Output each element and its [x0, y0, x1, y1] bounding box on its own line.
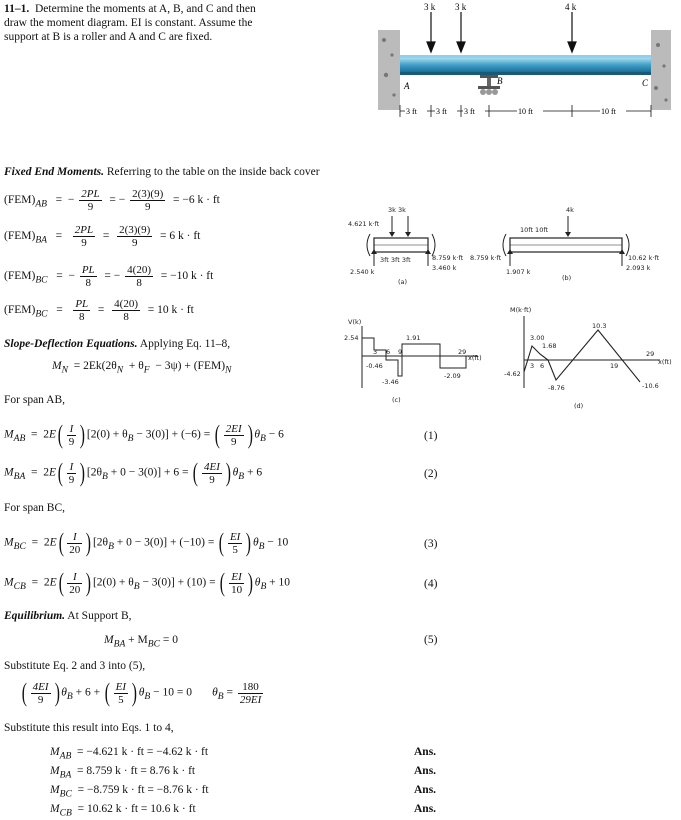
sym-sub: N: [225, 364, 232, 376]
fraction: [79, 188, 101, 213]
tick-label: 6: [386, 348, 391, 356]
sym-sub: B: [127, 432, 134, 444]
fem-lhs: (FEM): [4, 304, 36, 317]
sym-sub: B: [238, 470, 245, 482]
moment-diagram-sketch: [500, 302, 678, 414]
sym: M: [50, 746, 60, 758]
problem-line: Determine the moments at A, B, and C and then: [35, 3, 256, 15]
frac-num: 4(20): [127, 264, 151, 276]
solve-eq: ( $\frac{4EI}{9}$ ) $\theta_B + 6$ + ( $\frac{EI}{5}$ ) $\theta_B - 10 = 0$ $\theta_B$ = $\frac{180}{29EI}$: [21, 678, 262, 707]
fem-lhs: (FEM): [4, 230, 36, 243]
sym: M: [4, 466, 14, 479]
span-bc-label: For span BC,: [4, 502, 66, 514]
fem-lhs: (FEM): [4, 194, 36, 207]
sym-sub: B: [260, 580, 267, 592]
ans-label: Ans.: [414, 746, 437, 758]
fem-sub: BC: [35, 274, 48, 286]
span-label: 3 ft: [464, 107, 475, 116]
span-label: 10 ft: [601, 107, 616, 116]
sym-sub: N: [61, 364, 68, 376]
fem-row-bc: $(FEM)_{BC}$ = − $\frac{PL}{8}$ = − $\frac{4(20)}{8}$ = −10 k · ft: [4, 264, 214, 289]
sym-sub: B: [133, 580, 140, 592]
fraction: [73, 224, 95, 249]
sym-sub: BA: [59, 769, 72, 781]
sym: M: [4, 428, 14, 441]
eq-part: + 0 − 3(0)] + 6: [110, 466, 180, 479]
frac-den: 29EI: [239, 693, 262, 706]
ans-label: Ans.: [414, 784, 437, 796]
sym: M: [50, 803, 60, 815]
answer-row: [50, 803, 196, 818]
sketch-text: 1.907 k: [506, 268, 531, 276]
eq-part: + θ: [128, 360, 144, 372]
sym-sub: CB: [13, 580, 26, 592]
shear-diagram-sketch: [340, 316, 490, 408]
axis-label: x(ft): [468, 354, 482, 362]
answer-value: = 8.759 k · ft = 8.76 k · ft: [77, 765, 196, 777]
sketch-label: (a): [398, 278, 408, 286]
frac-den: 10: [231, 583, 243, 596]
sym-sub: BC: [147, 638, 161, 650]
frac-den: 8: [78, 311, 85, 323]
sym-sub: BC: [13, 540, 26, 552]
value-label: 2.54: [344, 334, 359, 342]
span-label: 3 ft: [436, 107, 447, 116]
frac-num: I: [67, 571, 82, 584]
free-body-bc-sketch: [470, 204, 678, 288]
heading-rest: Applying Eq. 11–8,: [139, 338, 231, 350]
frac-num: I: [67, 423, 77, 436]
tick-label: 9: [398, 348, 403, 356]
sym: M: [4, 536, 14, 549]
sym-sub: BA: [13, 470, 26, 482]
tick-label: 3: [373, 348, 378, 356]
fem-sub: BC: [35, 308, 48, 320]
frac-den: 8: [123, 311, 129, 323]
heading-rest: At Support B,: [67, 610, 132, 622]
sketch-text: 4.621 k·ft: [348, 220, 380, 228]
equation-tag: (3): [424, 538, 438, 550]
frac-num: 2(3)(9): [132, 188, 164, 200]
sym: M: [104, 634, 114, 646]
slope-general-eq: [52, 360, 231, 375]
sketch-text: 8.759 k·ft: [470, 254, 502, 262]
problem-statement: [4, 2, 256, 44]
eq-part: [2θ: [86, 466, 103, 479]
value-label: -10.6: [642, 382, 659, 390]
beam-figure: [372, 0, 672, 124]
sign: −: [68, 270, 75, 283]
problem-line: draw the moment diagram. EI is constant. Assume the: [4, 17, 253, 29]
frac-den: 9: [131, 237, 138, 249]
value-label: -0.46: [366, 362, 383, 370]
frac-den: 8: [136, 277, 142, 289]
sym-sub: F: [143, 364, 150, 376]
sketch-text: 2.540 k: [350, 268, 375, 276]
eq-part: + 6 +: [75, 686, 101, 699]
support-label: C: [642, 78, 649, 88]
sketch-label: (d): [574, 402, 584, 410]
equation-tag: (4): [424, 578, 438, 590]
frac-den: 9: [68, 473, 75, 486]
value-label: 10.3: [592, 322, 607, 330]
fraction: [73, 298, 90, 323]
sym-sub: BC: [59, 788, 72, 800]
frac-den: 5: [118, 693, 124, 706]
value-label: 3.00: [530, 334, 545, 342]
eq-part: + 6: [246, 466, 263, 479]
equation-3: $M_{BC} = 2E$( $\frac{I}{20}$ ) $[2\theta_B + 0 - 3(0)] + (-10)$ = ( $\frac{EI}{5}$ ) $\theta_B - 10$: [4, 528, 289, 557]
sym: θ: [212, 686, 218, 699]
value-label: -8.76: [548, 384, 565, 392]
equation-tag: (2): [424, 468, 438, 480]
frac-den: 9: [209, 473, 215, 486]
answer-value: = −8.759 k · ft = −8.76 k · ft: [77, 784, 209, 796]
frac-num: 2EI: [225, 422, 242, 435]
tick-label: 3: [530, 362, 535, 370]
eq-part: − 6: [268, 428, 284, 441]
frac-den: 9: [87, 201, 94, 213]
equation-tag: (5): [424, 634, 438, 646]
sign: −: [118, 194, 126, 207]
sym-sub: CB: [59, 807, 72, 819]
sym: M: [50, 784, 60, 796]
sym-sub: B: [108, 540, 114, 552]
sym-sub: B: [217, 690, 224, 702]
frac-num: 4(20): [114, 298, 138, 310]
sym: M: [50, 765, 60, 777]
support-label: A: [404, 81, 410, 91]
answer-value: = −4.621 k · ft = −4.62 k · ft: [77, 746, 209, 758]
fraction: [130, 188, 165, 213]
tick-label: 6: [540, 362, 545, 370]
heading-text: Slope-Deflection Equations.: [4, 338, 138, 350]
equation-tag: (1): [424, 430, 438, 442]
eq-part: + M: [128, 634, 148, 646]
sign: −: [113, 270, 121, 283]
answer-value: = 10.62 k · ft = 10.6 k · ft: [77, 803, 196, 815]
fem-sub: BA: [35, 234, 48, 246]
slope-heading: [4, 338, 230, 350]
frac-num: 2(3)(9): [119, 224, 151, 236]
value-label: 1.68: [542, 342, 557, 350]
free-body-ab-sketch: [348, 204, 468, 288]
wall-right: [651, 30, 671, 110]
support-label: B: [497, 76, 503, 86]
sym: θ: [254, 428, 261, 441]
equilibrium-heading: [4, 610, 132, 622]
sym: θ: [253, 536, 259, 549]
sketch-text: 2.093 k: [626, 264, 651, 272]
eq-part: = 0: [162, 634, 179, 646]
sym: M: [52, 360, 62, 372]
frac-num: 180: [238, 681, 263, 694]
span-label: 3 ft: [406, 107, 417, 116]
tick-label: 29: [458, 348, 467, 356]
fem-row-ab: $(FEM)_{AB}$ = − $\frac{2PL}{9}$ = − $\frac{2(3)(9)}{9}$ = −6 k · ft: [4, 188, 220, 213]
beam: [400, 58, 651, 72]
frac-num: I: [67, 461, 77, 474]
eq-part: [2(0) + θ: [92, 576, 134, 589]
sketch-text: 4k: [566, 206, 574, 214]
sym: θ: [254, 576, 261, 589]
frac-den: 5: [232, 543, 238, 556]
frac-num: 2PL: [81, 188, 100, 200]
sym: M: [4, 576, 14, 589]
frac-den: 9: [68, 435, 75, 448]
fraction: [80, 264, 97, 289]
wall-left: [378, 30, 400, 110]
axis-label: x(ft): [658, 358, 672, 366]
ans-label: Ans.: [414, 765, 437, 777]
span-ab-label: For span AB,: [4, 394, 66, 406]
sym-sub: B: [260, 432, 266, 444]
frac-num: 4EI: [32, 680, 49, 693]
heading-rest: Referring to the table on the inside back cover: [106, 166, 320, 178]
value-label: -2.09: [444, 372, 461, 380]
heading-text: Equilibrium.: [4, 610, 66, 622]
frac-den: 20: [69, 543, 81, 556]
eq-part: − 10: [267, 536, 289, 549]
fraction: [117, 224, 152, 249]
value-label: 1.91: [406, 334, 421, 342]
frac-den: 9: [230, 435, 237, 448]
problem-number: 11–1.: [4, 3, 30, 15]
value-label: -4.62: [504, 370, 521, 378]
axis-label: M(k·ft): [510, 306, 532, 314]
heading-text: Fixed End Moments.: [4, 166, 105, 178]
sketch-text: 3ft 3ft 3ft: [380, 256, 411, 264]
equation-2: $M_{BA} = 2E$( $\frac{I}{9}$ ) $[2\theta_B + 0 - 3(0)] + 6$ = ( $\frac{4EI}{9}$ ) $\theta_B + 6$: [4, 458, 263, 487]
equation-4: $M_{CB} = 2E$( $\frac{I}{20}$ ) $[2(0) + \theta_B - 3(0)] + (10)$ = ( $\frac{EI}{10}$ ) $\theta_B + 10$: [4, 568, 291, 597]
sym-sub: AB: [59, 750, 72, 762]
sketch-text: 10.62 k·ft: [628, 254, 660, 262]
sym-sub: N: [116, 364, 124, 376]
sketch-label: (b): [562, 274, 572, 282]
answer-row: [50, 784, 209, 799]
fem-result: = −6 k · ft: [173, 194, 220, 207]
frac-den: 9: [81, 237, 87, 249]
answer-row: [50, 746, 208, 761]
sym-sub: B: [258, 540, 265, 552]
arrow-down-icon: [457, 42, 465, 52]
axis-label: V(k): [348, 318, 362, 326]
problem-line: support at B is a roller and A and C are fixed.: [4, 31, 213, 43]
arrow-down-icon: [427, 42, 435, 52]
sym: θ: [232, 466, 239, 479]
frac-num: I: [67, 531, 82, 544]
sketch-text: 3.460 k: [432, 264, 457, 272]
eq-part: + 10: [269, 576, 291, 589]
sym-sub: BA: [113, 638, 126, 650]
fem-lhs: (FEM): [4, 270, 36, 283]
tick-label: 29: [646, 350, 655, 358]
ans-label: Ans.: [414, 803, 437, 815]
frac-num: 4EI: [204, 460, 220, 473]
eq-part: − 3ψ) + (FEM): [155, 360, 226, 372]
arrow-down-icon: [568, 42, 576, 52]
frac-den: 9: [37, 693, 44, 706]
fem-heading: [4, 166, 320, 178]
load-label: 4 k: [565, 2, 577, 12]
fem-sub: AB: [35, 198, 48, 210]
span-label: 10 ft: [518, 107, 533, 116]
fem-result: = 6 k · ft: [160, 230, 201, 243]
fem-result: = 10 k · ft: [147, 304, 194, 317]
sym-sub: B: [102, 470, 108, 482]
frac-den: 9: [144, 201, 151, 213]
fraction: [125, 264, 153, 289]
sketch-text: 3k 3k: [388, 206, 406, 214]
fem-row-ba: $(FEM)_{BA}$ = $\frac{2PL}{9}$ = $\frac{2(3)(9)}{9}$ = 6 k · ft: [4, 224, 201, 249]
value-label: -3.46: [382, 378, 399, 386]
eq-part: − 10 = 0: [153, 686, 192, 699]
load-label: 3 k: [424, 2, 436, 12]
eq-part: =: [226, 686, 233, 699]
frac-num: PL: [75, 298, 89, 310]
eq-part: + 0 − 3(0)] + (−10): [116, 536, 206, 549]
eq-part: − 3(0)] + (10): [142, 576, 207, 589]
sketch-label: (c): [392, 396, 401, 404]
eq-part: [2(0) + θ: [86, 428, 128, 441]
sym-sub: AB: [13, 432, 26, 444]
tick-label: 19: [610, 362, 619, 370]
answer-row: [50, 765, 195, 780]
frac-num: EI: [229, 530, 241, 543]
eq-part: = 2Ek(2θ: [73, 360, 117, 372]
frac-num: 2PL: [74, 224, 94, 236]
eq-part: [2θ: [92, 536, 109, 549]
sketch-text: 10ft 10ft: [520, 226, 549, 234]
equation-1: $M_{AB} = 2E$( $\frac{I}{9}$ ) $[2(0) + \theta_B - 3(0)] + (-6)$ = ( $\frac{2EI}{9}$ ) $\theta_B - 6$: [4, 420, 284, 449]
equilibrium-eq: [104, 634, 178, 649]
frac-num: PL: [81, 264, 95, 276]
substitute-text: Substitute Eq. 2 and 3 into (5),: [4, 660, 146, 672]
sketch-text: 8.759 k·ft: [432, 254, 464, 262]
fraction: [112, 298, 140, 323]
frac-num: EI: [115, 680, 127, 693]
load-label: 3 k: [455, 2, 467, 12]
frac-den: 20: [69, 583, 81, 596]
frac-num: EI: [229, 571, 244, 584]
sign: −: [67, 194, 75, 207]
frac-den: 8: [85, 277, 91, 289]
fem-row-cb: $(FEM)_{BC}$ = $\frac{PL}{8}$ = $\frac{4(20)}{8}$ = 10 k · ft: [4, 298, 194, 323]
eq-part: − 3(0)] + (−6): [136, 428, 201, 441]
fem-result: = −10 k · ft: [160, 270, 214, 283]
substitute-text: Substitute this result into Eqs. 1 to 4,: [4, 722, 174, 734]
